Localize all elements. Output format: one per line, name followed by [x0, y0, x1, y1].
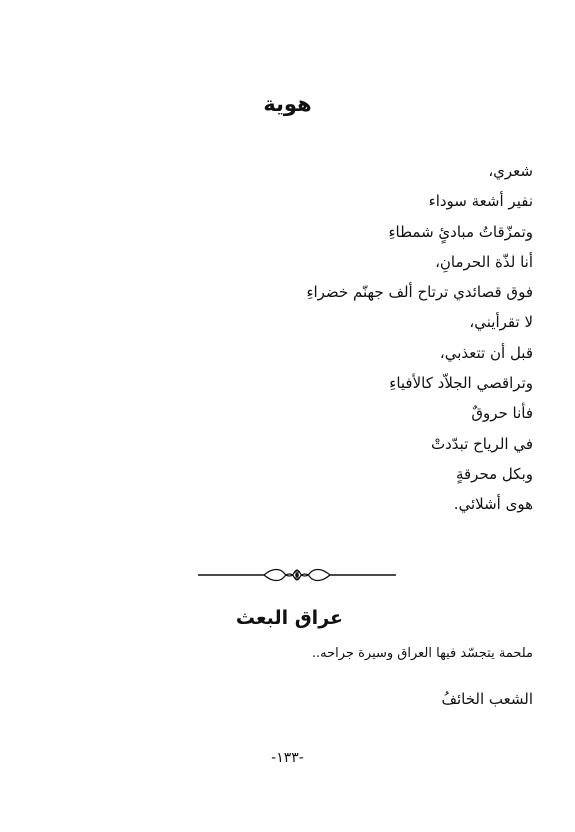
poem-line: شعري، — [488, 162, 533, 180]
poem-line: نفير أشعة سوداء — [428, 192, 533, 211]
poem-line: فأنا حروقٌ — [471, 404, 533, 423]
poem-line: وتراقصي الجلاّد كالأفياءِ — [389, 374, 533, 393]
poem-line: وتمزّقاتُ مبادئٍ شمطاءِ — [388, 222, 533, 241]
poem-title: هوية — [263, 92, 312, 116]
next-section-first-line: الشعب الخائفُ — [441, 690, 533, 708]
next-section-subtitle: ملحمة يتجسّد فيها العراق وسيرة جراحه.. — [311, 646, 533, 661]
poem-line: فوق قصائدي ترتاح ألف جهنّم خضراءِ — [306, 283, 533, 302]
poem-line: وبكل محرقةٍ — [455, 464, 533, 483]
poem-line: أنا لذّة الحرمانِ، — [435, 252, 533, 271]
section-divider-ornament — [196, 566, 398, 584]
page-number: -١٣٣- — [271, 750, 304, 766]
poem-line: في الرياح تبدّدتْ — [430, 434, 533, 453]
poem-line: هوى أشلائي. — [453, 495, 533, 514]
poem-body — [93, 156, 533, 520]
poem-line: قبل أن تتعذبي، — [439, 343, 533, 362]
next-section-title: عراق البعث — [235, 607, 343, 629]
poem-line: لا تقرأيني، — [469, 313, 533, 332]
